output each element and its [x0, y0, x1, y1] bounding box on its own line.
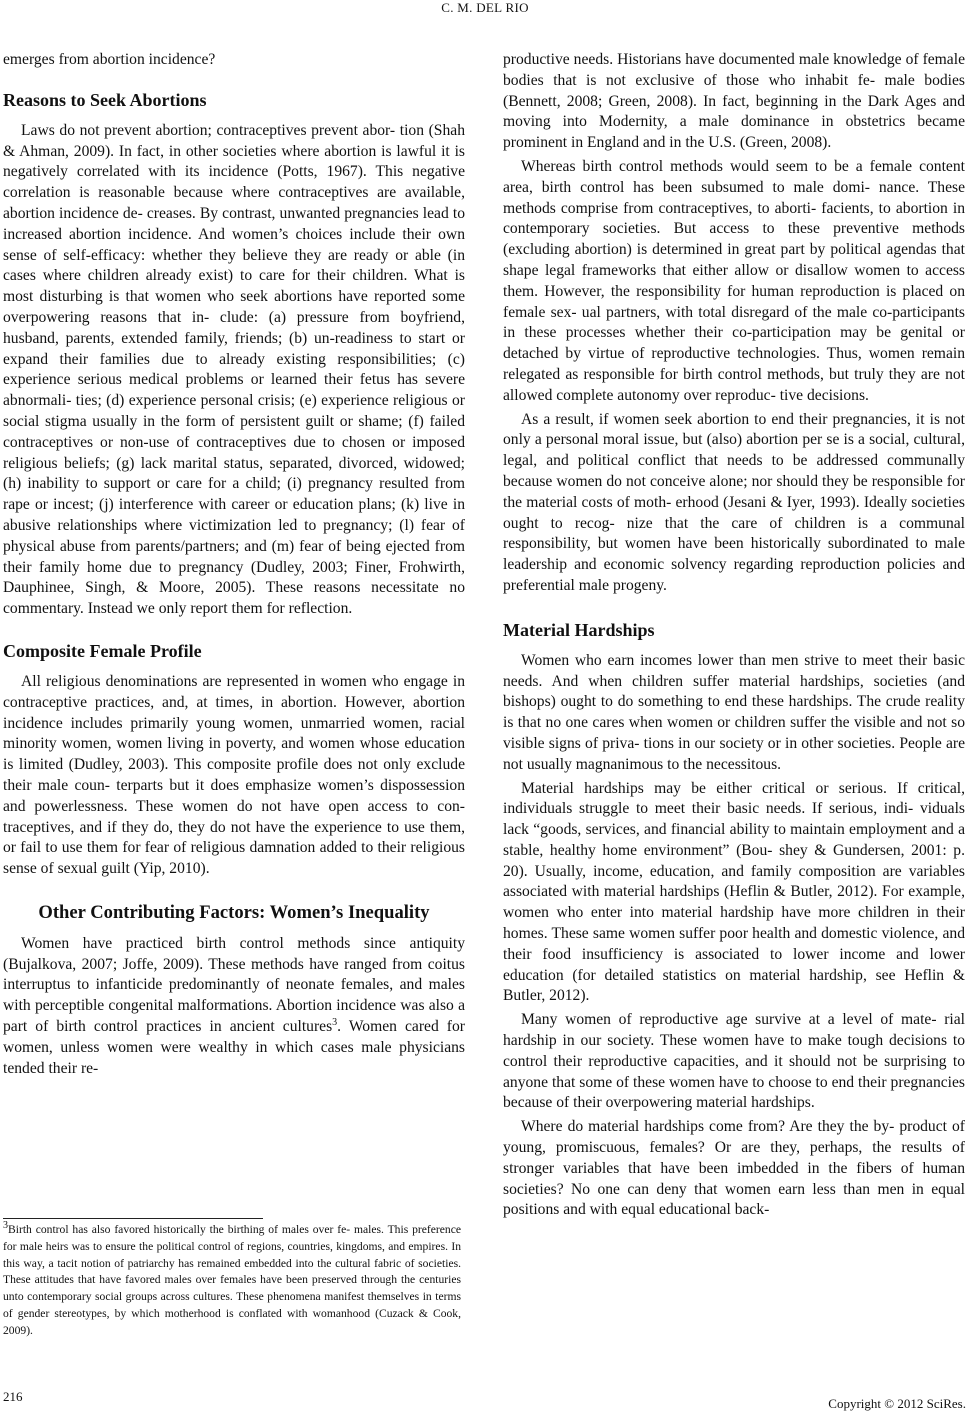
paragraph-birth-control: Whereas birth control methods would seem to be a female content area, birth control has been subsumed to male domi- nance. These methods comprise from contraceptives, to aborti- facients, to abortion in contemporary societies. But access to these preventive methods (excluding abortion) is determined in great part by political agendas that shape legal frameworks that either allow or disallow women to access them. However, the responsibility for human reproduction is placed on female sex- ual partners, with total disregard of the male co-participants in these processes whether their co-participation may be genital or detached by virtue of reproductive technologies. Thus, women remain relegated as responsible for birth control methods, but truly they are not allowed complete autonomy over reproduc- tive decisions. [503, 157, 965, 404]
paragraph-as-a-result: As a result, if women seek abortion to end their pregnancies, it is not only a personal moral issue, but (also) abortion per se is a social, cultural, legal, and political conflict that needs to be addressed communally because women do not conceive alone; nor should they be responsible for the material costs of moth- erhood (Jesani & Iyer, 1993). Ideally societies ought to recog- nize that the care of children is a communal responsibility, but women have been historically subordinated to male leadership and economic solvency regarding reproduction policies and preferential male progeny. [503, 410, 965, 594]
paragraph-composite-profile: All religious denominations are represented in women who engage in contraceptive practices, and, at times, in abortion. However, abortion incidence includes primarily young women, unmarried women, racial minority women, women living in poverty, and women whose education is limited (Dudley, 2003). This composite profile does not only exclude their male coun- terparts but it does emphasize women’s dispossession and powerlessness. These women do not have open access to con- traceptives, and if they do, they do not have the experience to use them, or fail to use them for fear of religious damnation added to their religious sense of sexual guilt (Yip, 2010). [3, 672, 465, 878]
heading-reasons: Reasons to Seek Abortions [3, 89, 207, 110]
left-column [3, 50, 465, 1079]
heading-composite-profile: Composite Female Profile [3, 640, 202, 661]
paragraph-other-factors-part2: . Women cared for women, unless women were wealthy in which cases male physicians tended their re- [3, 1018, 465, 1077]
paragraph-material-3: Many women of reproductive age survive at a level of mate- rial hardship in our society. These women have to make tough decisions to control their reproductive capacities, and it should not be surprising to anyone that some of these women have to choose to end their pregnancies because of their overpowering material hardships. [503, 1011, 965, 1112]
heading-other-factors: Other Contributing Factors: Women’s Inequality [38, 901, 430, 923]
page-number: 216 [3, 1389, 23, 1404]
paragraph-other-factors [3, 934, 465, 1080]
paragraph-other-factors-part1: Women have practiced birth control methods since antiquity (Bujalkova, 2007; Joffe, 2009). These methods have ranged from coitus interruptus to infanticide predominantly of neonate females, and males with perceptible congenital malformations. Abortion incidence was also a part of birth control practices in ancient cultures [3, 934, 465, 1036]
paragraph-material-1: Women who earn incomes lower than men strive to meet their basic needs. And when children suffer material hardships, societies (and bishops) ought to do something to end these hardships. The crude reality is that no one cares when women or children suffer the visible and not so visible signs of priva- tions in our society or in other societies. People are not usually magnanimous to the necessitous. [503, 651, 965, 773]
paragraph-material-2: Material hardships may be either critical or serious. If critical, individuals struggle to meet their basic needs. If serious, indi- viduals lack “goods, services, and financial ability to maintain employment and a stable, healthy home environment” (Bou- shey & Gundersen, 2001: p. 20). Usually, income, education, and family composition are variables associated with material hardships (Heflin & Butler, 2012). For example, women who enter into material hardship have more children in their homes. These same women suffer poor health and domestic violence, and their food insufficiency is associated to lower income and lower education (for detailed statistics on material hardship, see Heflin & Butler, 2012). [503, 779, 965, 1005]
paragraph-continued: productive needs. Historians have documented male knowledge of female bodies that is not exclusive of those who inhabit fe- male bodies (Bennett, 2008; Green, 2008). In fact, beginning in the Dark Ages and moving into Modernity, a male dominance in obstetrics became prominent in England and in the U.S. (Green, 2008). [503, 51, 965, 152]
footnote-reference[interactable]: 3 [332, 1016, 338, 1028]
running-head: C. M. DEL RIO [441, 0, 529, 15]
copyright-notice: Copyright © 2012 SciRes. [828, 1396, 966, 1411]
paragraph-material-4: Where do material hardships come from? Are they the by- product of young, promiscuous, females? Or are they, perhaps, the results of stronger variables that have been imbedded in the fibers of human societies? No one can deny that women earn less than men in equal positions and with equal educational back- [503, 1118, 965, 1219]
footnote-marker: 3 [3, 1220, 8, 1232]
intro-paragraph: emerges from abortion incidence? [3, 51, 216, 68]
footnote-divider [3, 1218, 263, 1219]
paragraph-reasons: Laws do not prevent abortion; contraceptives prevent abor- tion (Shah & Ahman, 2009). In fact, in other societies where abortion is lawful it is negatively correlated with its incidence (Potts, 1967). This negative correlation is reasonable because where contraceptives are available, abortion incidence de- creases. By contrast, unwanted pregnancies lead to increased abortion incidence. And women’s choices include their own sense of self-efficacy: whether they believe they are ready or able (in cases where children already exist) to care for their children. What is most disturbing is that women who seek abortions have reported some overpowering reasons that in- clude: (a) pressure from boyfriend, husband, parents, extended family, friends; (b) un-readiness to start or expand their families due to already existing responsibilities; (c) experience serious medical problems or learned their fetus has severe abnormali- ties; (d) experience personal crisis; (e) experience religious or social stigma usually in the form of persistent guilt or shame; (f) failed contraceptives or non-use of contraceptives due to chosen or imposed religious beliefs; (g) lack marital status, separated, divorced, widowed; (h) inability to support or care for a child; (i) pregnancy resulted from rape or incest; (j) interference with career or education plans; (k) live in abusive relationships where victimization led to pregnancy; (l) fear of physical abuse from parents/partners; and (m) fear of being ejected from their family home due to pregnancy (Dudley, 2003; Finer, Frohwirth, Dauphinee, Singh, & Moore, 2005). These reasons necessitate no commentary. Instead we only report them for reflection. [3, 121, 465, 618]
footnote-text: Birth control has also favored historically the birthing of males over fe- males. This preference for male heirs was to ensure the political control of regions, countries, kingdoms, and empires. In this way, a tacit notion of patriarchy has remained embedded into the cultural fabric of societies. These attitudes that have favored males over females have been preserved through the centuries unto contemporary social groups across cultures. These phenomena manifest themselves in terms of gender stereotypes, by which motherhood is conflated with womanhood (Cuzack & Cook, 2009). [3, 1223, 461, 1337]
heading-material-hardships: Material Hardships [503, 619, 655, 640]
right-column [503, 50, 965, 1221]
footnote [3, 1222, 461, 1340]
